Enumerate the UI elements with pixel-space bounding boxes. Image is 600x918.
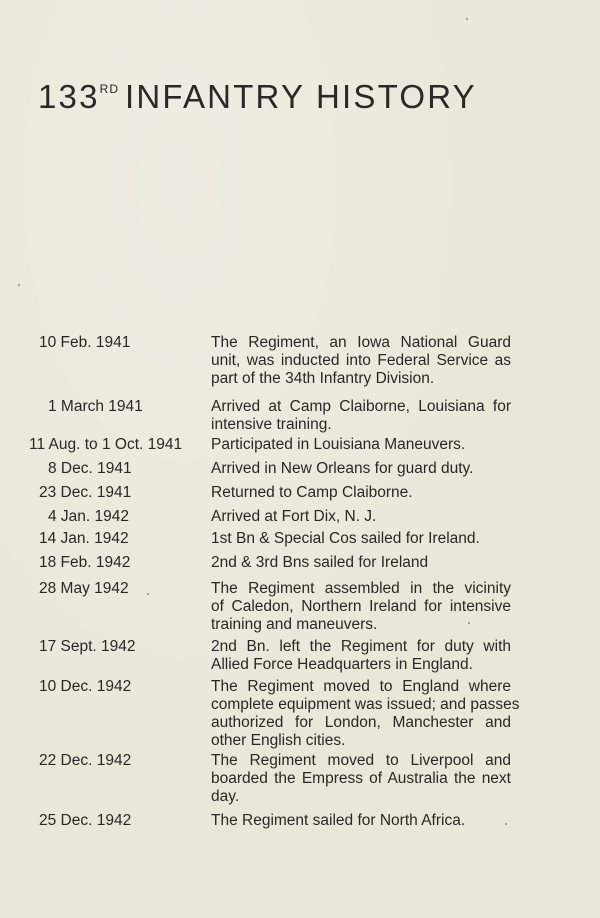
- entry-description: [211, 460, 511, 478]
- entry-date: 8 Dec. 1941: [48, 460, 132, 477]
- entry-date: 22 Dec. 1942: [39, 752, 132, 769]
- entry-date: 28 May 1942: [39, 580, 129, 597]
- entry-date: 11 Aug. to 1 Oct. 1941: [29, 436, 183, 453]
- entry-description: [211, 752, 511, 806]
- entry-date: 4 Jan. 1942: [48, 508, 130, 525]
- page-title: [38, 78, 477, 116]
- entry-description-line: part of the 34th Infantry Division.: [211, 370, 435, 387]
- title-number: 133: [38, 78, 100, 115]
- entry-description: [211, 484, 511, 502]
- entry-description-line: of Caledon, Northern Ireland for intensive: [211, 598, 511, 615]
- entry-description: [211, 398, 511, 434]
- entry-description-line: training and maneuvers.: [211, 616, 378, 633]
- entry-description-line: authorized for London, Manchester and: [211, 714, 511, 731]
- entry-description-line: intensive training.: [211, 416, 332, 433]
- entry-description-line: 1st Bn & Special Cos sailed for Ireland.: [211, 530, 480, 547]
- paper-speck: [18, 284, 20, 286]
- entry-description-line: Participated in Louisiana Maneuvers.: [211, 436, 466, 453]
- paper-speck: [505, 823, 507, 825]
- entry-date: 18 Feb. 1942: [39, 554, 131, 571]
- entry-description: [211, 334, 511, 388]
- entry-description: [211, 554, 511, 572]
- entry-description-line: 2nd Bn. left the Regiment for duty with: [211, 638, 511, 655]
- entry-description-line: day.: [211, 788, 240, 805]
- entry-description-line: The Regiment assembled in the vicinity: [211, 580, 511, 597]
- entry-description-line: The Regiment moved to England where: [211, 678, 511, 695]
- entry-description-line: The Regiment, an Iowa National Guard: [211, 334, 511, 351]
- entry-description-line: Arrived at Camp Claiborne, Louisiana for: [211, 398, 511, 415]
- entry-description: [211, 678, 520, 750]
- paper-speck: [468, 622, 470, 624]
- entry-date: 23 Dec. 1941: [39, 484, 132, 501]
- entry-description: [211, 530, 511, 548]
- entry-description-line: 2nd & 3rd Bns sailed for Ireland: [211, 554, 429, 571]
- entry-date: 14 Jan. 1942: [39, 530, 129, 547]
- paper-speck: [147, 593, 149, 595]
- entry-description: [211, 812, 511, 830]
- entry-description-line: unit, was inducted into Federal Service as: [211, 352, 511, 369]
- entry-description-line: boarded the Empress of Australia the next: [211, 770, 511, 787]
- entry-description-line: Allied Force Headquarters in England.: [211, 656, 473, 673]
- entry-description: [211, 436, 511, 454]
- paper-speck: [466, 18, 468, 20]
- entry-date: 1 March 1941: [48, 398, 143, 415]
- title-text: INFANTRY HISTORY: [125, 78, 477, 115]
- entry-description-line: The Regiment sailed for North Africa.: [211, 812, 466, 829]
- entry-description-line: Arrived in New Orleans for guard duty.: [211, 460, 474, 477]
- title-ordinal-suffix: RD: [99, 82, 120, 96]
- entry-description-line: The Regiment moved to Liverpool and: [211, 752, 511, 769]
- entry-date: 17 Sept. 1942: [39, 638, 136, 655]
- entry-date: 25 Dec. 1942: [39, 812, 132, 829]
- entry-description-line: Arrived at Fort Dix, N. J.: [211, 508, 377, 525]
- entry-description-line: Returned to Camp Claiborne.: [211, 484, 413, 501]
- entry-description: [211, 508, 511, 526]
- entry-description-line: other English cities.: [211, 732, 346, 749]
- entry-description-line: complete equipment was issued; and passes: [211, 696, 520, 713]
- entry-description: [211, 580, 511, 634]
- entry-date: 10 Feb. 1941: [39, 334, 131, 351]
- entry-description: [211, 638, 511, 674]
- entry-date: 10 Dec. 1942: [39, 678, 132, 695]
